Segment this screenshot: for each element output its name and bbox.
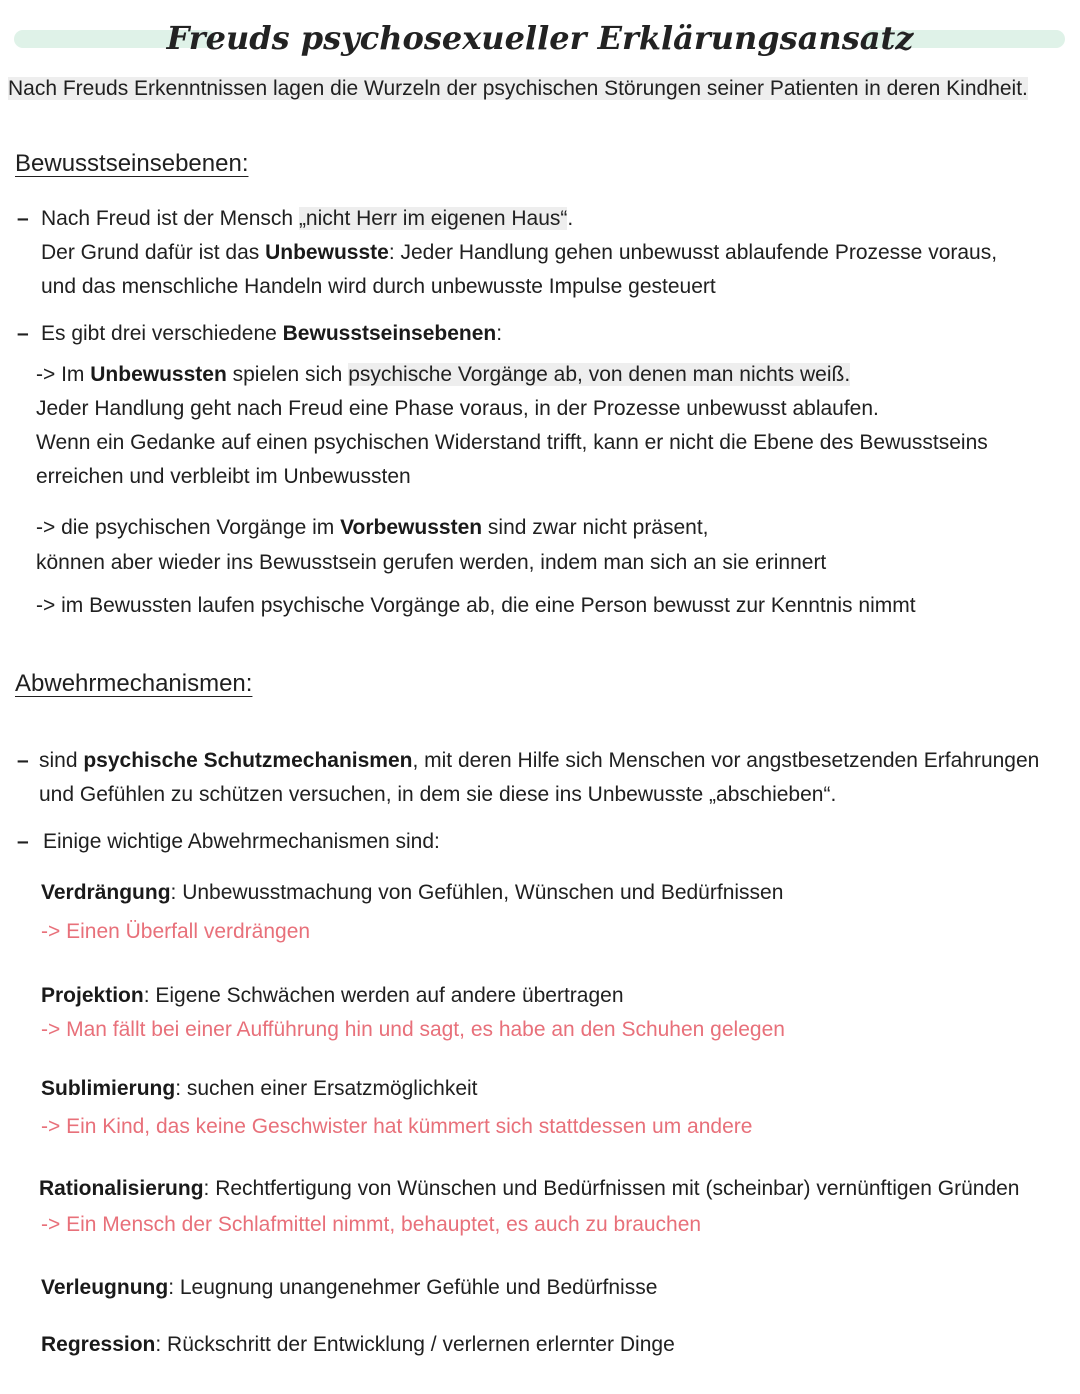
paragraph-line: erreichen und verbleibt im Unbewussten <box>36 465 411 488</box>
bullet-dash: – <box>17 322 29 345</box>
mechanism-definition: : Leugnung unangenehmer Gefühle und Bedürfnisse <box>168 1276 658 1299</box>
mechanism-term: Regression <box>41 1333 156 1356</box>
section-heading-abwehrmechanismen: Abwehrmechanismen: <box>15 670 253 697</box>
mechanism-example: -> Einen Überfall verdrängen <box>41 920 311 943</box>
mechanism-example: -> Man fällt bei einer Aufführung hin und sagt, es habe an den Schuhen gelegen <box>41 1018 785 1041</box>
mechanism-definition: : Unbewusstmachung von Gefühlen, Wünschen und Bedürfnissen <box>170 881 784 904</box>
paragraph-line: sind psychische Schutzmechanismen, mit deren Hilfe sich Menschen vor angstbesetzenden Erfahrungen <box>39 749 1040 772</box>
paragraph-line: Der Grund dafür ist das Unbewusste: Jeder Handlung gehen unbewusst ablaufende Prozesse voraus, <box>41 241 998 264</box>
mechanism-definition: : Rückschritt der Entwicklung / verlernen erlernter Dinge <box>155 1333 675 1356</box>
paragraph-line: -> im Bewussten laufen psychische Vorgänge ab, die eine Person bewusst zur Kenntnis nimmt <box>36 594 916 617</box>
paragraph-line: -> Im Unbewussten spielen sich psychische Vorgänge ab, von denen man nichts weiß. <box>36 363 851 386</box>
mechanism-regression <box>41 1328 675 1362</box>
bullet-dash: – <box>17 207 29 230</box>
mechanism-sublimierung <box>41 1072 478 1106</box>
mechanism-rationalisierung <box>39 1172 1020 1206</box>
paragraph-line: und Gefühlen zu schützen versuchen, in dem sie diese ins Unbewusste „abschieben“. <box>39 783 837 806</box>
mechanism-verdraengung <box>41 876 783 910</box>
paragraph-line: Jeder Handlung geht nach Freud eine Phase voraus, in der Prozesse unbewusst ablaufen. <box>36 397 879 420</box>
section-heading-bewusstseinsebenen: Bewusstseinsebenen: <box>15 150 249 177</box>
mechanism-example: -> Ein Kind, das keine Geschwister hat kümmert sich stattdessen um andere <box>41 1115 753 1138</box>
mechanism-definition: : Rechtfertigung von Wünschen und Bedürfnissen mit (scheinbar) vernünftigen Gründen <box>203 1177 1020 1200</box>
paragraph-line: Nach Freud ist der Mensch „nicht Herr im eigenen Haus“. <box>41 207 574 230</box>
mechanism-definition: : Eigene Schwächen werden auf andere übertragen <box>143 984 624 1007</box>
mechanism-term: Rationalisierung <box>39 1177 204 1200</box>
mechanism-term: Verleugnung <box>41 1276 169 1299</box>
bullet-dash: – <box>17 830 29 853</box>
mechanism-term: Projektion <box>41 984 144 1007</box>
mechanism-verleugnung <box>41 1271 657 1305</box>
mechanism-projektion <box>41 979 624 1013</box>
mechanism-term: Verdrängung <box>41 881 171 904</box>
page-title: Freuds psychosexueller Erklärungsansatz <box>166 19 914 57</box>
bullet-dash: – <box>17 749 29 772</box>
paragraph-line: Einige wichtige Abwehrmechanismen sind: <box>43 830 440 853</box>
paragraph-line: Es gibt drei verschiedene Bewusstseinsebenen: <box>41 322 503 345</box>
paragraph-line: und das menschliche Handeln wird durch unbewusste Impulse gesteuert <box>41 275 716 298</box>
intro-text: Nach Freuds Erkenntnissen lagen die Wurzeln der psychischen Störungen seiner Patienten in deren Kindheit. <box>8 77 1028 100</box>
paragraph-line: Wenn ein Gedanke auf einen psychischen Widerstand trifft, kann er nicht die Ebene des Bewusstseins <box>36 431 988 454</box>
paragraph-line: -> die psychischen Vorgänge im Vorbewussten sind zwar nicht präsent, <box>36 516 709 539</box>
mechanism-example: -> Ein Mensch der Schlafmittel nimmt, behauptet, es auch zu brauchen <box>41 1213 702 1236</box>
mechanism-definition: : suchen einer Ersatzmöglichkeit <box>175 1077 478 1100</box>
paragraph-line: können aber wieder ins Bewusstsein gerufen werden, indem man sich an sie erinnert <box>36 551 827 574</box>
mechanism-term: Sublimierung <box>41 1077 176 1100</box>
